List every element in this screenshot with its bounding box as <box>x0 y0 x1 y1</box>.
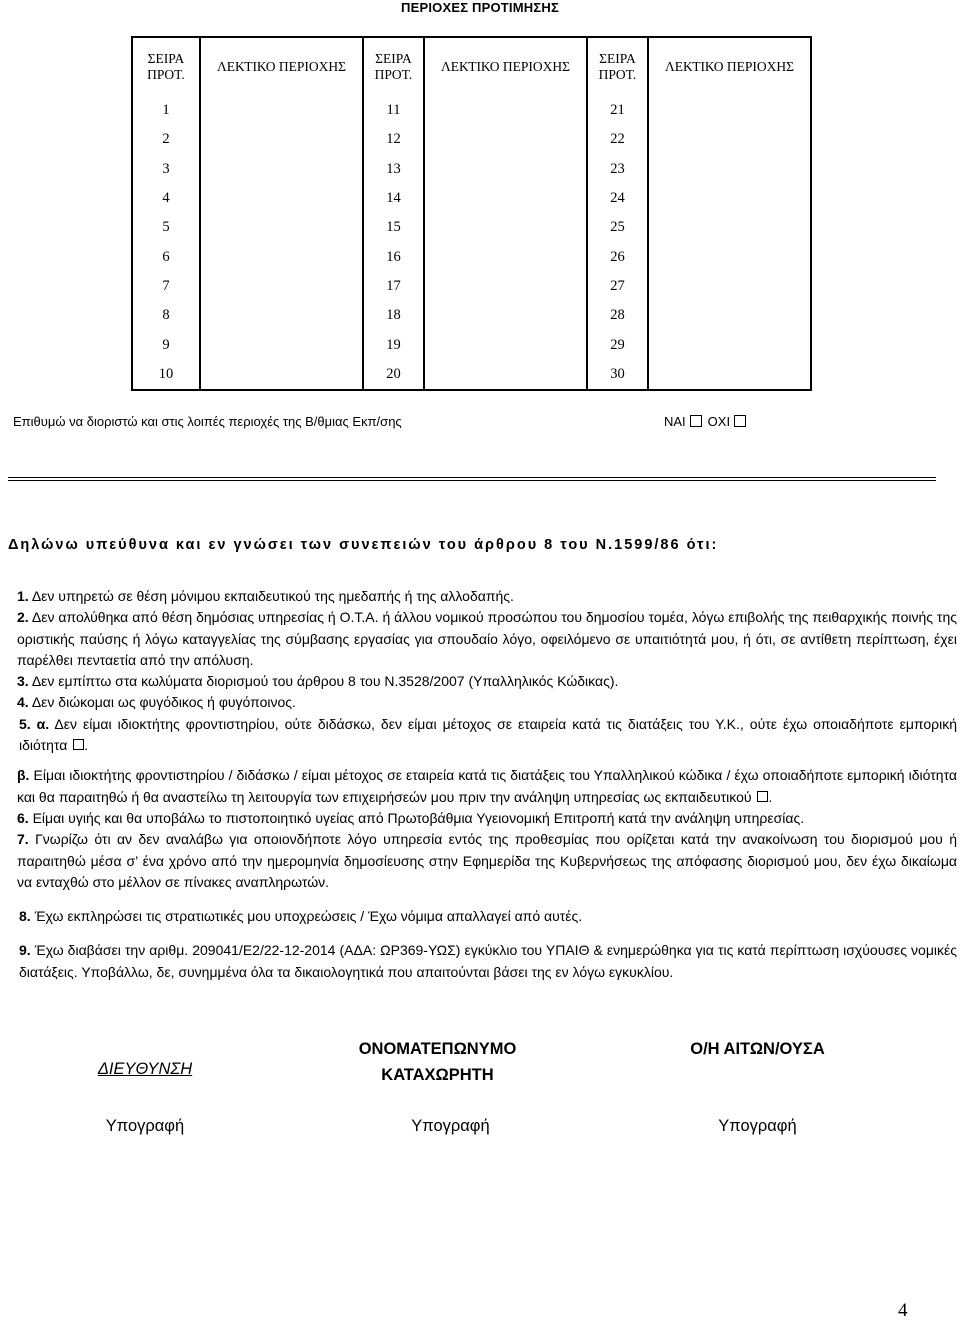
preference-order-cell: 2 <box>132 125 200 154</box>
area-name-cell[interactable] <box>200 272 363 301</box>
area-name-cell[interactable] <box>648 242 811 271</box>
page-number: 4 <box>898 1300 908 1321</box>
column-header: ΣΕΙΡΑ ΠΡΟΤ. <box>587 37 648 96</box>
area-name-cell[interactable] <box>648 272 811 301</box>
column-header: ΛΕΚΤΙΚΟ ΠΕΡΙΟΧΗΣ <box>424 37 587 96</box>
area-name-cell[interactable] <box>200 96 363 125</box>
area-name-cell[interactable] <box>200 301 363 330</box>
column-header: ΣΕΙΡΑ ΠΡΟΤ. <box>363 37 424 96</box>
preference-order-cell: 26 <box>587 242 648 271</box>
yes-no-choice <box>664 414 752 429</box>
applicant-signature-label: Υπογραφή <box>718 1117 797 1135</box>
list-item: 9. Έχω διαβάσει την αριθμ. 209041/Ε2/22-12-2014 (ΑΔΑ: ΩΡ369-ΥΩΣ) εγκύκλιο του ΥΠΑΙΘ & ενημερώθηκα για τις κατά περίπτωση ισχύουσες νομικές διατάξεις. Υποβάλλω, δε, συνημμένα όλα τα δικαιολογητικά που απαιτούνται βάσει της εν λόγω εγκυκλίου. <box>19 942 957 980</box>
table-row <box>132 242 811 271</box>
area-name-cell[interactable] <box>424 125 587 154</box>
area-name-cell[interactable] <box>200 184 363 213</box>
preference-table <box>131 36 812 391</box>
preference-order-cell: 5 <box>132 213 200 242</box>
column-header: ΣΕΙΡΑ ΠΡΟΤ. <box>132 37 200 96</box>
table-header-row <box>132 37 811 96</box>
preference-order-cell: 20 <box>363 360 424 390</box>
area-name-cell[interactable] <box>648 360 811 390</box>
table-row <box>132 360 811 390</box>
area-name-cell[interactable] <box>200 155 363 184</box>
area-name-cell[interactable] <box>648 125 811 154</box>
table-row <box>132 272 811 301</box>
list-item: 4. Δεν διώκομαι ως φυγόδικος ή φυγόποινος. <box>17 694 296 711</box>
registrar-signature-label: Υπογραφή <box>411 1117 490 1135</box>
area-name-cell[interactable] <box>424 272 587 301</box>
no-checkbox[interactable] <box>734 415 746 427</box>
area-name-cell[interactable] <box>200 360 363 390</box>
registrar-heading-line1: ΟΝΟΜΑΤΕΠΩΝΥΜΟ <box>358 1040 517 1058</box>
list-item: β. Είμαι ιδιοκτήτης φροντιστηρίου / διδάσκω / είμαι μέτοχος σε εταιρεία κατά τις διατάξεις του Υπαλληλικού κώδικα / έχω οποιαδήποτε εμπορική ιδιότητα και θα παραιτηθώ ή θα αναστείλω τη λειτουργία των επιχειρήσεών μου πριν την ανάληψη υπηρεσίας ως εκπαιδευτικού . <box>17 767 957 805</box>
area-name-cell[interactable] <box>200 213 363 242</box>
table-row <box>132 213 811 242</box>
area-name-cell[interactable] <box>648 155 811 184</box>
preference-order-cell: 17 <box>363 272 424 301</box>
table-row <box>132 125 811 154</box>
preference-order-cell: 28 <box>587 301 648 330</box>
preference-order-cell: 11 <box>363 96 424 125</box>
list-item: 3. Δεν εμπίπτω στα κωλύματα διορισμού του άρθρου 8 του Ν.3528/2007 (Υπαλληλικός Κώδικας). <box>17 673 619 690</box>
area-name-cell[interactable] <box>648 330 811 359</box>
preference-order-cell: 15 <box>363 213 424 242</box>
preference-order-cell: 6 <box>132 242 200 271</box>
preference-order-cell: 16 <box>363 242 424 271</box>
table-row <box>132 330 811 359</box>
column-header: ΛΕΚΤΙΚΟ ΠΕΡΙΟΧΗΣ <box>200 37 363 96</box>
area-name-cell[interactable] <box>424 301 587 330</box>
area-name-cell[interactable] <box>424 242 587 271</box>
table-row <box>132 96 811 125</box>
list-item: 1. Δεν υπηρετώ σε θέση μόνιμου εκπαιδευτικού της ημεδαπής ή της αλλοδαπής. <box>17 588 514 604</box>
list-item: 8. Έχω εκπληρώσει τις στρατιωτικές μου υποχρεώσεις / Έχω νόμιμα απαλλαγεί από αυτές. <box>19 908 583 925</box>
divider <box>8 477 936 478</box>
area-name-cell[interactable] <box>648 301 811 330</box>
preference-order-cell: 29 <box>587 330 648 359</box>
option-b-checkbox[interactable] <box>757 791 768 802</box>
preference-order-cell: 14 <box>363 184 424 213</box>
preference-order-cell: 8 <box>132 301 200 330</box>
preference-order-cell: 30 <box>587 360 648 390</box>
list-item: 5. α. Δεν είμαι ιδιοκτήτης φροντιστηρίου, ούτε διδάσκω, δεν είμαι μέτοχος σε εταιρεία κατά τις διατάξεις του Υ.Κ., ούτε έχω οποιαδήποτε εμπορική ιδιότητα . <box>19 715 957 754</box>
list-item: 6. Είμαι υγιής και θα υποβάλω το πιστοποιητικό υγείας από Πρωτοβάθμια Υγειονομική Επιτροπή κατά την ανάληψη υπηρεσίας. <box>17 809 805 826</box>
preference-order-cell: 27 <box>587 272 648 301</box>
preference-order-cell: 24 <box>587 184 648 213</box>
preference-order-cell: 13 <box>363 155 424 184</box>
option-a-checkbox[interactable] <box>73 739 84 750</box>
declaration-heading: Δηλώνω υπεύθυνα και εν γνώσει των συνεπειών του άρθρου 8 του Ν.1599/86 ότι: <box>8 537 719 553</box>
preference-order-cell: 18 <box>363 301 424 330</box>
table-row <box>132 301 811 330</box>
preference-order-cell: 3 <box>132 155 200 184</box>
yes-checkbox[interactable] <box>690 415 702 427</box>
area-name-cell[interactable] <box>200 242 363 271</box>
director-heading: ΔΙΕΥΘΥΝΣΗ <box>97 1060 193 1078</box>
preference-order-cell: 4 <box>132 184 200 213</box>
applicant-heading: Ο/Η ΑΙΤΩΝ/ΟΥΣΑ <box>690 1040 825 1058</box>
no-label: ΟΧΙ <box>707 414 731 429</box>
list-item: 7. Γνωρίζω ότι αν δεν αναλάβω για οποιονδήποτε λόγο υπηρεσία εντός της προθεσμίας που ορίζεται κατά την ανακοίνωση του διορισμού μου ή παραιτηθώ μέσα σ’ ένα χρόνο από την ημερομηνία δημοσίευσης στην Εφημερίδα της Κυβερνήσεως της απόφασης διορισμού μου, δεν έχω δικαίωμα να ενταχθώ στο μέλλον σε πίνακες αναπληρωτών. <box>17 831 958 890</box>
preference-order-cell: 25 <box>587 213 648 242</box>
preference-order-cell: 19 <box>363 330 424 359</box>
director-signature-label: Υπογραφή <box>105 1117 185 1135</box>
preference-order-cell: 22 <box>587 125 648 154</box>
area-name-cell[interactable] <box>424 360 587 390</box>
declaration-items <box>17 586 957 983</box>
preference-order-cell: 9 <box>132 330 200 359</box>
table-row <box>132 184 811 213</box>
registrar-heading-line2: ΚΑΤΑΧΩΡΗΤΗ <box>381 1066 494 1084</box>
area-name-cell[interactable] <box>424 96 587 125</box>
preference-order-cell: 7 <box>132 272 200 301</box>
preference-order-cell: 12 <box>363 125 424 154</box>
area-name-cell[interactable] <box>648 184 811 213</box>
area-name-cell[interactable] <box>424 155 587 184</box>
area-name-cell[interactable] <box>424 213 587 242</box>
page-title: ΠΕΡΙΟΧΕΣ ΠΡΟΤΙΜΗΣΗΣ <box>401 0 559 15</box>
other-areas-question: Επιθυμώ να διοριστώ και στις λοιπές περιοχές της Β/θμιας Εκπ/σης <box>13 414 402 429</box>
preference-order-cell: 21 <box>587 96 648 125</box>
divider <box>8 480 936 481</box>
area-name-cell[interactable] <box>648 213 811 242</box>
preference-order-cell: 10 <box>132 360 200 390</box>
preference-order-cell: 23 <box>587 155 648 184</box>
area-name-cell[interactable] <box>200 330 363 359</box>
area-name-cell[interactable] <box>200 125 363 154</box>
list-item: 2. Δεν απολύθηκα από θέση δημόσιας υπηρεσίας ή Ο.Τ.Α. ή άλλου νομικού προσώπου του δημοσίου τομέα, λόγω επιβολής της πειθαρχικής ποινής της οριστικής παύσης ή λόγω καταγγελίας της σύμβασης εργασίας για σπουδαίο λόγο, οφειλόμενο σε υπαιτιότητά μου, ή ότι, σε αντίθετη περίπτωση, έχει παρέλθει πενταετία από την απόλυση. <box>17 609 957 668</box>
area-name-cell[interactable] <box>424 330 587 359</box>
yes-label: ΝΑΙ <box>664 414 686 429</box>
column-header: ΛΕΚΤΙΚΟ ΠΕΡΙΟΧΗΣ <box>648 37 811 96</box>
preference-order-cell: 1 <box>132 96 200 125</box>
table-row <box>132 155 811 184</box>
area-name-cell[interactable] <box>648 96 811 125</box>
area-name-cell[interactable] <box>424 184 587 213</box>
